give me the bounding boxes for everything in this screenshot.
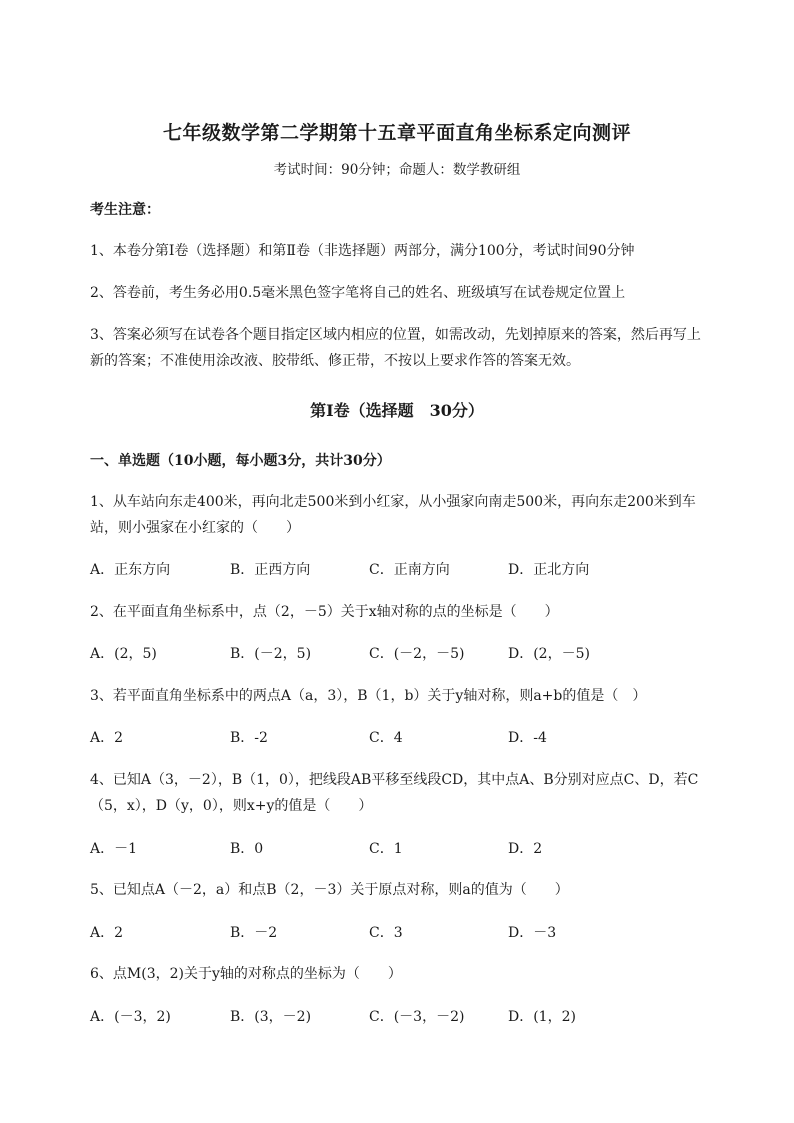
question-1-line-1: 1、从车站向东走400米，再向北走500米到小红家，从小强家向南走500米，再向东走200米到车 bbox=[90, 494, 696, 510]
question-6-line-1: 6、点M(3，2)关于y轴的对称点的坐标为（ ） bbox=[90, 966, 402, 982]
question-3-options bbox=[90, 725, 710, 751]
question-2-line-1: 2、在平面直角坐标系中，点（2，－5）关于x轴对称的点的坐标是（ ） bbox=[90, 604, 559, 620]
question-5-options bbox=[90, 920, 710, 946]
note-item-2: 2、答卷前，考生务必用0.5毫米黑色签字笔将自己的姓名、班级填写在试卷规定位置上 bbox=[90, 285, 626, 301]
question-4-line-1: 4、已知A（3，－2），B（1，0），把线段AB平移至线段CD，其中点A、B分别对应点C、D，若C bbox=[90, 772, 699, 788]
question-2-options bbox=[90, 641, 710, 667]
option-d: D．-4 bbox=[508, 730, 547, 746]
option-b: B．－2 bbox=[230, 925, 278, 941]
option-b: B．(3，－2) bbox=[230, 1009, 312, 1025]
option-a: A．(2，5) bbox=[90, 646, 157, 662]
option-d: D．(2，－5) bbox=[508, 646, 590, 662]
question-4-line-2: （5，x），D（y，0），则x+y的值是（ ） bbox=[90, 798, 373, 814]
option-c: C．正南方向 bbox=[369, 562, 450, 578]
question-1-options bbox=[90, 557, 710, 583]
option-a: A．(－3，2) bbox=[90, 1009, 171, 1025]
option-d: D．正北方向 bbox=[508, 562, 590, 578]
option-a: A．正东方向 bbox=[90, 562, 171, 578]
option-d: D．(1，2) bbox=[508, 1009, 576, 1025]
question-3-line-1: 3、若平面直角坐标系中的两点A（a，3），B（1，b）关于y轴对称，则a+b的值是（ ） bbox=[90, 688, 647, 704]
question-5-line-1: 5、已知点A（－2，a）和点B（2，－3）关于原点对称，则a的值为（ ） bbox=[90, 882, 569, 898]
note-item-1: 1、本卷分第I卷（选择题）和第Ⅱ卷（非选择题）两部分，满分100分，考试时间90分钟 bbox=[90, 243, 635, 259]
option-a: A．2 bbox=[90, 730, 124, 746]
question-4-options bbox=[90, 836, 710, 862]
section-title: 第I卷（选择题 30分） bbox=[310, 401, 484, 420]
option-d: D．－3 bbox=[508, 925, 557, 941]
question-6-options bbox=[90, 1004, 710, 1030]
exam-title: 七年级数学第二学期第十五章平面直角坐标系定向测评 bbox=[162, 122, 631, 144]
option-c: C．1 bbox=[369, 841, 403, 857]
option-c: C．3 bbox=[369, 925, 403, 941]
notes-heading: 考生注意： bbox=[90, 202, 160, 218]
option-b: B．-2 bbox=[230, 730, 268, 746]
option-c: C．4 bbox=[369, 730, 403, 746]
option-c: C．(－3，－2) bbox=[369, 1009, 465, 1025]
option-d: D．2 bbox=[508, 841, 543, 857]
option-b: B．0 bbox=[230, 841, 264, 857]
option-a: A．－1 bbox=[90, 841, 138, 857]
option-b: B．正西方向 bbox=[230, 562, 311, 578]
note-item-3: 3、答案必须写在试卷各个题目指定区域内相应的位置，如需改动，先划掉原来的答案，然后再写上新的答案；不准使用涂改液、胶带纸、修正带，不按以上要求作答的答案无效。 bbox=[90, 327, 701, 369]
option-a: A．2 bbox=[90, 925, 124, 941]
question-1-line-2: 站，则小强家在小红家的（ ） bbox=[90, 520, 300, 536]
part-heading: 一、单选题（10小题，每小题3分，共计30分） bbox=[90, 453, 391, 469]
exam-subtitle: 考试时间：90分钟；命题人：数学教研组 bbox=[273, 162, 521, 178]
option-b: B．(－2，5) bbox=[230, 646, 312, 662]
option-c: C．(－2，－5) bbox=[369, 646, 465, 662]
